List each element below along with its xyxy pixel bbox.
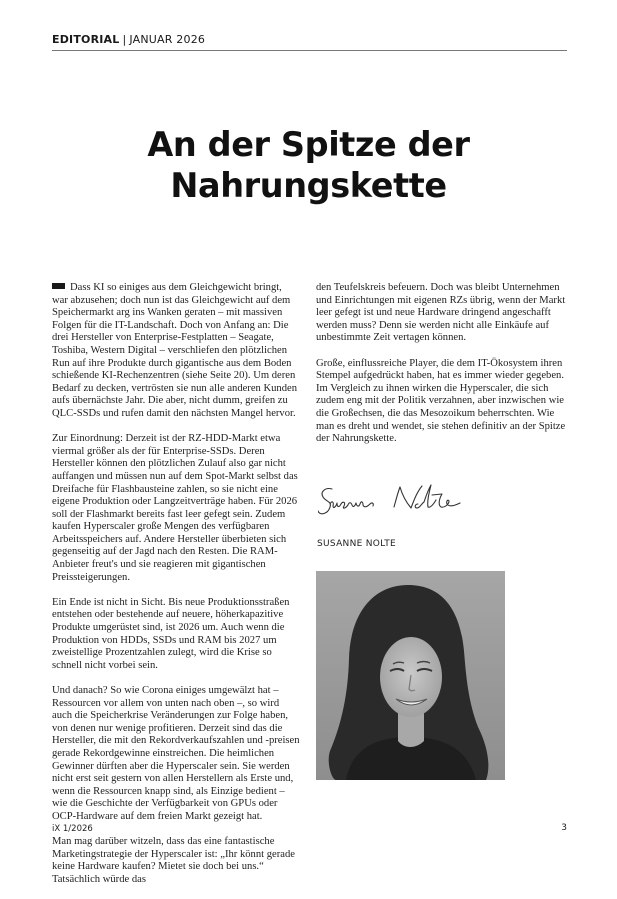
header-separator: | [122,33,127,46]
article-paragraph: Dass KI so einiges aus dem Gleichgewicht bringt, war abzusehen; doch nun ist das Gleichgewicht auf dem Speichermarkt arg ins Wanken geraten – mit massiven Folgen für die IT-Landschaft. Doch von Anfang an: Die drei Hersteller von Enterprise-Festplatten – Seagate, Toshiba, Western Digital – verschliefen den plötzlichen Run auf ihre Produkte durch gigantische aus dem Boden schießende KI-Rechenzentren (siehe Seite 20). Um deren Bedarf zu decken, vertrösten sie nun alle anderen Kunden aufs übernächste Jahr. Die aber, nicht dumm, greifen zu QLC-SSDs und rufen damit den nächsten Mangel hervor. [52,282,298,419]
article-paragraph: Zur Einordnung: Derzeit ist der RZ-HDD-Markt etwa viermal größer als der für Enterprise-SSDs. Deren Hersteller können den plötzlichen Zulauf also gar nicht auffangen und müssen nun auf dem Spot-Markt selbst das Dreifache für Flashbausteine zahlen, so sie nicht eine eigene Produktion oder Langzeitverträge haben. Für 2026 soll der Flashmarkt bereits fast leer gefegt sein. Zudem kaufen Hyperscaler große Mengen des verfügbaren Arbeitsspeichers auf. Andere Hersteller überbieten sich gegenseitig auf der Jagd nach den Resten. Die RAM-Anbieter freut's und sie reagieren mit gigantischen Preissteigerungen. [52,433,298,583]
author-name: SUSANNE NOLTE [317,539,397,549]
article-title-line-2: Nahrungskette [170,166,447,205]
issue-date: JANUAR 2026 [129,33,206,46]
article-title [60,124,557,206]
author-signature [318,480,478,524]
section-header [52,33,205,46]
page-number: 3 [561,823,567,833]
author-portrait-photo [316,571,505,780]
header-rule [52,50,567,51]
article-paragraph: Und danach? So wie Corona einiges umgewälzt hat – Ressourcen vor allem von unten nach oben –, so wird auch die Speicherkrise Veränderungen zur Folge haben, von denen nur wenige profitieren. Derzeit sind das die Hersteller, die mit den Rekordverkaufszahlen und -preisen gerade Rekordgewinne einstreichen. Die heimlichen Gewinner dürften aber die Hyperscaler sein. Sie werden nicht erst seit gestern von allen Herstellern als Erste und, wenn die Ressourcen knapp sind, als Einzige bedient – wie die Geschichte der Verfügbarkeit von GPUs oder OCP-Hardware auf dem freien Markt gezeigt hat. [52,685,300,822]
section-kicker: EDITORIAL [52,33,120,46]
footer-issue: iX 1/2026 [52,824,93,834]
article-paragraph: Große, einflussreiche Player, die dem IT-Ökosystem ihren Stempel aufgedrückt haben, hat es immer wieder gegeben. Im Vergleich zu ihnen wirken die Hyperscaler, die sich zudem eng mit der Politik verzahnen, aber inzwischen wie die Großechsen, die das Mesozoikum beherrschten. Wie man es dreht und wendet, sie stehen definitiv an der Spitze der Nahrungskette. [316,357,566,445]
portrait-illustration [316,571,505,780]
article-paragraph: Ein Ende ist nicht in Sicht. Bis neue Produktionsstraßen entstehen oder bestehende auf neuere, höherkapazitive Produkte umgerüstet sind, ist 2026 um. Auch wenn die Produktion von HDDs, SSDs und RAM bis 2027 um zweistellige Prozentzahlen zulegt, wird die Krise so schnell nicht vorbei sein. [52,596,290,671]
article-paragraph: Man mag darüber witzeln, dass das eine fantastische Marketingstrategie der Hyperscaler ist: „Ihr könnt gerade keine Hardware kaufen? Mietet sie doch bei uns.“ Tatsächlich würde das [52,836,295,885]
article-paragraph: den Teufelskreis befeuern. Doch was bleibt Unternehmen und Einrichtungen mit eigenen RZs übrig, wenn der Markt leer gefegt ist und neue Hardware dringend angeschafft werden muss? Denn sie werden nicht alle Einkäufe auf unbestimmte Zeit vertagen können. [316,282,566,344]
paragraph-start-marker [52,283,65,289]
article-title-line-1: An der Spitze der [147,125,470,164]
article-column-left [52,282,300,899]
article-column-right [316,282,568,458]
